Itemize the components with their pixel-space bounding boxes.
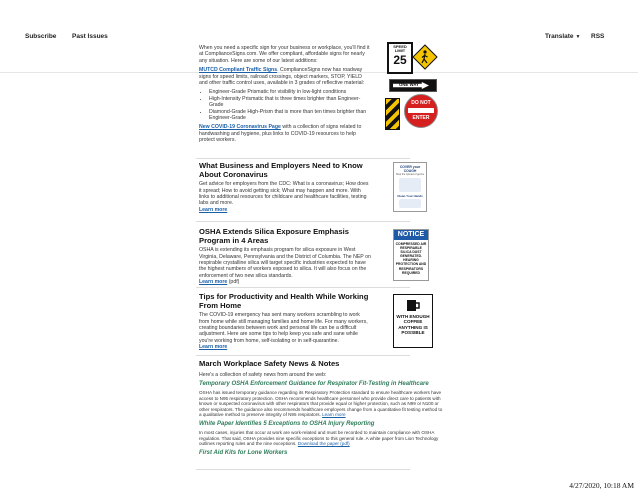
pedestrian-crossing-icon <box>412 44 438 70</box>
print-timestamp: 4/27/2020, 10:18 AM <box>569 481 634 490</box>
coffee-cup-icon <box>405 298 421 313</box>
coffee-sign-image[interactable] <box>393 294 433 348</box>
download-paper-link[interactable]: Download the paper (pdf) <box>297 441 350 447</box>
speed-limit-top: SPEED <box>393 44 407 49</box>
list-item: • Engineer-Grade Prismatic for visibility in low-light conditions <box>209 89 371 95</box>
section-divider <box>196 221 410 222</box>
rss-link[interactable]: RSS <box>591 33 605 40</box>
one-way-sign <box>389 79 437 92</box>
signs-section <box>199 45 371 147</box>
notice-body: COMPRESSED AIR RESPIRABLE SILICA DUST GENERATED. HEARING PROTECTION AND RESPIRATORS REQUIRED <box>395 242 427 275</box>
notice-header: NOTICE <box>394 230 428 240</box>
article-work-from-home <box>199 293 371 354</box>
speed-limit-sign <box>387 42 413 74</box>
mutcd-link[interactable]: MUTCD Compliant Traffic Signs <box>199 67 278 74</box>
coffee-sign-text: WITH ENOUGH COFFEE ANYTHING IS POSSIBLE <box>396 314 430 336</box>
traffic-signs-image[interactable] <box>383 42 443 132</box>
list-item: • High-Intensity Prismatic that is three times brighter than Engineer-Grade <box>209 96 371 109</box>
cdc-poster-bottom: Clean Your Hands <box>397 194 423 198</box>
cough-illustration-icon <box>399 178 421 192</box>
news-title: March Workplace Safety News & Notes <box>199 359 340 368</box>
article-body: The COVID-19 emergency has sent many workers scrambling to work from home while still managing families and home life. For many workers, creating boundaries between work and personal life can be a difficult adjustment. Here are some tips to help keep you safe and sane while you're working from home, self-isolating or in self-quarantine. Learn more <box>199 312 368 351</box>
cdc-poster-title: COVER your COUGH <box>399 165 421 173</box>
speed-limit-mid: LIMIT <box>394 48 406 53</box>
learn-more-link[interactable]: Learn more <box>199 344 228 351</box>
news-body: OSHA has issued temporary guidance regarding its Respiratory Protection standard to ensure healthcare workers have access to N95 respiratory protection. OSHA recommends healthcare personnel who provide direct care to patients with known or suspected coronavirus with other respirators that provide equal or higher protection, such as N99 or N100 or other respirators. The guidance also recommends healthcare employers change from a quantitative fit testing method to a qualitative method to preserve integrity of N95 respirators. Learn more <box>199 390 443 418</box>
news-body: In most cases, injuries that occur at work are work-related and must be recorded to maintain compliance with OSHA regulation. That said, OSHA provides nine specific exceptions to this general rule. A white paper from Lion Technology outlines reporting rules and the nine exceptions. Download the paper (pdf) <box>199 429 439 447</box>
speed-limit-number: 25 <box>393 53 407 67</box>
article-title: Tips for Productivity and Health While Working From Home <box>199 292 369 310</box>
news-section <box>199 360 444 459</box>
section-divider <box>196 158 410 159</box>
article-title: What Business and Employers Need to Know About Coronavirus <box>199 161 363 179</box>
list-item: • Diamond-Grade High-Prism that is more than ten times brighter than Engineer-Grade <box>209 109 371 122</box>
chevron-down-icon: ▼ <box>575 34 581 40</box>
notice-sign-image[interactable] <box>393 229 429 281</box>
news-headline-link[interactable]: Temporary OSHA Enforcement Guidance for Respirator Fit-Testing in Healthcare <box>199 381 429 387</box>
article-body: Get advice for employers from the CDC: What is a coronavirus; How does it spread; How to avoid getting sick; What may happen and more. With links to additional resources for childcare and healthcare facilities, testing labs and more. Learn more <box>199 181 369 213</box>
article-coronavirus <box>199 162 371 216</box>
news-headline-link[interactable]: First Aid Kits for Lone Workers <box>199 449 288 456</box>
translate-label: Translate <box>545 33 574 40</box>
grades-list <box>209 89 371 121</box>
article-silica <box>199 228 371 289</box>
news-headline-link[interactable]: White Paper Identifies 5 Exceptions to OSHA Injury Reporting <box>199 420 375 427</box>
mutcd-paragraph <box>199 67 371 86</box>
covid-page-link[interactable]: New COVID-19 Coronavirus Page <box>199 124 281 131</box>
past-issues-link[interactable]: Past Issues <box>72 33 108 40</box>
cdc-poster-subtitle: Stop the spread of germs <box>395 173 425 176</box>
enter-label: ENTER <box>412 115 430 121</box>
learn-more-link[interactable]: Learn more <box>322 412 346 418</box>
object-marker-sign <box>385 98 400 130</box>
news-intro: Here's a collection of safety news from around the web: <box>199 371 327 378</box>
cdc-poster-image[interactable] <box>393 162 427 212</box>
one-way-label: ONE WAY <box>399 82 419 87</box>
translate-menu[interactable] <box>545 33 581 40</box>
do-not-label: DO NOT <box>411 100 431 106</box>
section-divider <box>196 469 410 470</box>
handwash-illustration-icon <box>399 199 421 208</box>
article-title: OSHA Extends Silica Exposure Emphasis Program in 4 Areas <box>199 227 349 245</box>
learn-more-link[interactable]: Learn more <box>199 279 228 286</box>
subscribe-link[interactable]: Subscribe <box>25 33 57 40</box>
article-body: OSHA is extending its emphasis program for silica exposure in West Virginia, Delaware, Pennsylvania and the District of Columbia. The NEP on respirable crystalline silica will target specific industries expected to have the highest numbers of workers exposed to silica. It will also focus on the enforcement of two new silica standards. Learn more (pdf) <box>199 247 371 286</box>
section-divider <box>196 355 410 356</box>
mutcd-text: . ComplianceSigns now has roadway signs for speed limits, railroad crossings, object markers, STOP, YIELD and other traffic control uses, available in 3 grades of reflective material: <box>199 67 365 87</box>
covid-page-text: with a collection of signs related to handwashing and hygiene, plus links to COVID-19 resources to help protect workers. <box>199 124 362 144</box>
do-not-enter-sign <box>404 94 438 128</box>
signs-intro-text: When you need a specific sign for your business or workplace, you'll find it at ComplianceSigns.com. We offer compliant, affordable signs for nearly any situation. Here are some of our latest additions: <box>199 45 370 64</box>
learn-more-link[interactable]: Learn more <box>199 206 228 213</box>
covid-page-paragraph <box>199 124 371 143</box>
section-divider <box>196 287 410 288</box>
pdf-label: (pdf) <box>227 279 240 286</box>
